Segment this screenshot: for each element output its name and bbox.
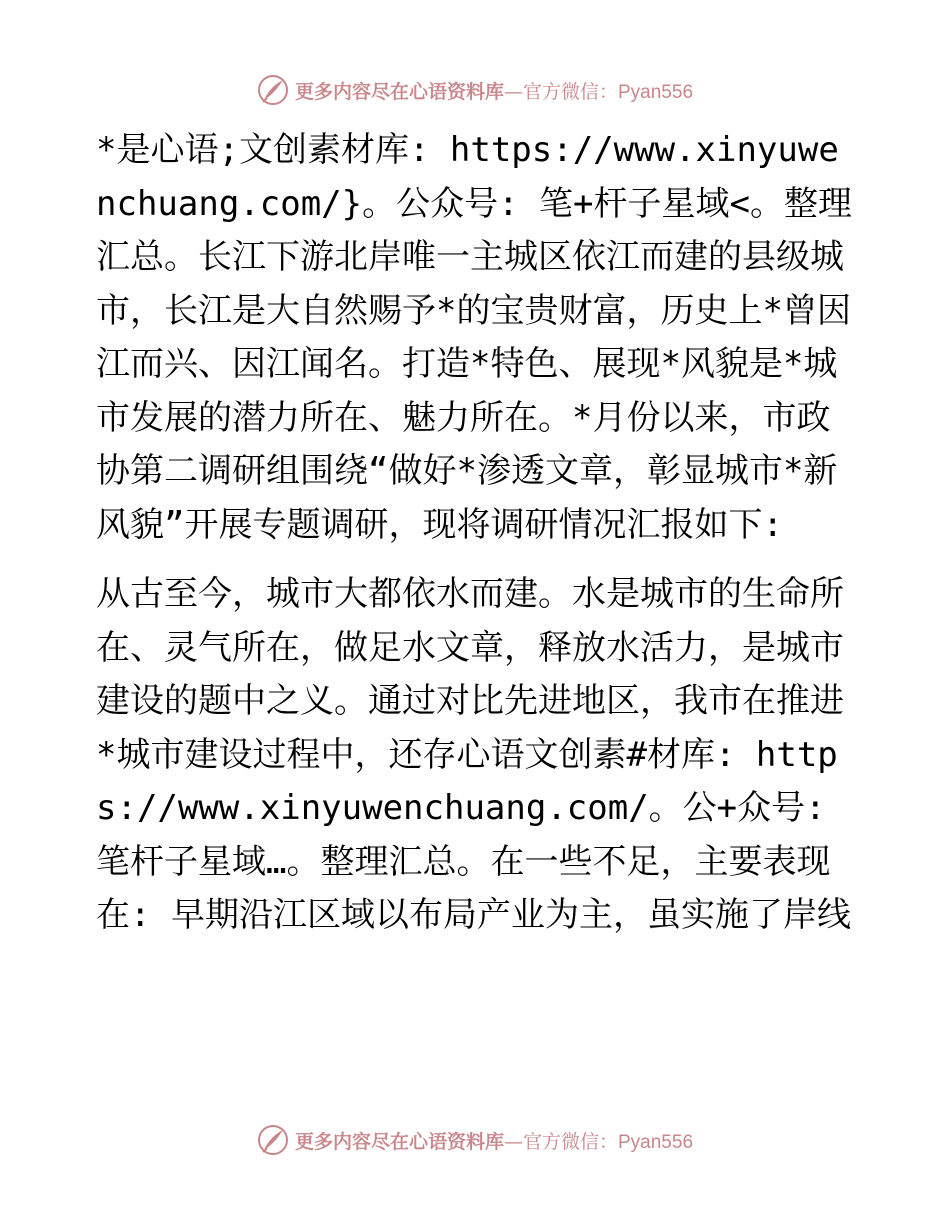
- header-banner-main: 更多内容尽在心语资料库: [294, 80, 504, 103]
- footer-banner-id: Pyan556: [618, 1131, 694, 1153]
- paragraph: 从古至今，城市大都依水而建。水是城市的生命所在、灵气所在，做足水文章，释放水活力，是城市建设的题中之义。通过对比先进地区，我市在推进*城市建设过程中，还存心语文创素#材库: https://www.xinyuwenchuang.com/。公+众号: 笔杆子星域…。整理汇总。在一些不足，主要表现在: 早期沿江区域以布局产业为主，虽实施了岸线: [96, 574, 851, 935]
- header-banner-id: Pyan556: [618, 81, 694, 103]
- footer-banner-main: 更多内容尽在心语资料库: [294, 1130, 504, 1153]
- footer-banner: [0, 1120, 950, 1160]
- header-banner-text: [295, 77, 693, 104]
- footer-banner-sub: 官方微信：: [522, 1130, 618, 1153]
- quill-pen-logo-icon: [257, 1124, 289, 1156]
- document-body: [96, 124, 856, 943]
- header-banner: [0, 70, 950, 110]
- header-banner-sub: 官方微信：: [522, 80, 618, 103]
- paragraph: *是心语;文创素材库: https://www.xinyuwenchuang.com/}。公众号: 笔+杆子星域<。整理汇总。长江下游北岸唯一主城区依江而建的县级城市，长江是大自然赐予*的宝贵财富，历史上*曾因江而兴、因江闻名。打造*特色、展现*风貌是*城市发展的潜力所在、魅力所在。*月份以来，市政协第二调研组围绕“做好*渗透文章，彰显城市*新风貌”开展专题调研，现将调研情况汇报如下:: [96, 130, 852, 545]
- quill-pen-logo-icon: [257, 74, 289, 106]
- footer-banner-text: [295, 1127, 693, 1154]
- header-banner-dash: —: [503, 80, 523, 103]
- footer-banner-dash: —: [503, 1130, 523, 1153]
